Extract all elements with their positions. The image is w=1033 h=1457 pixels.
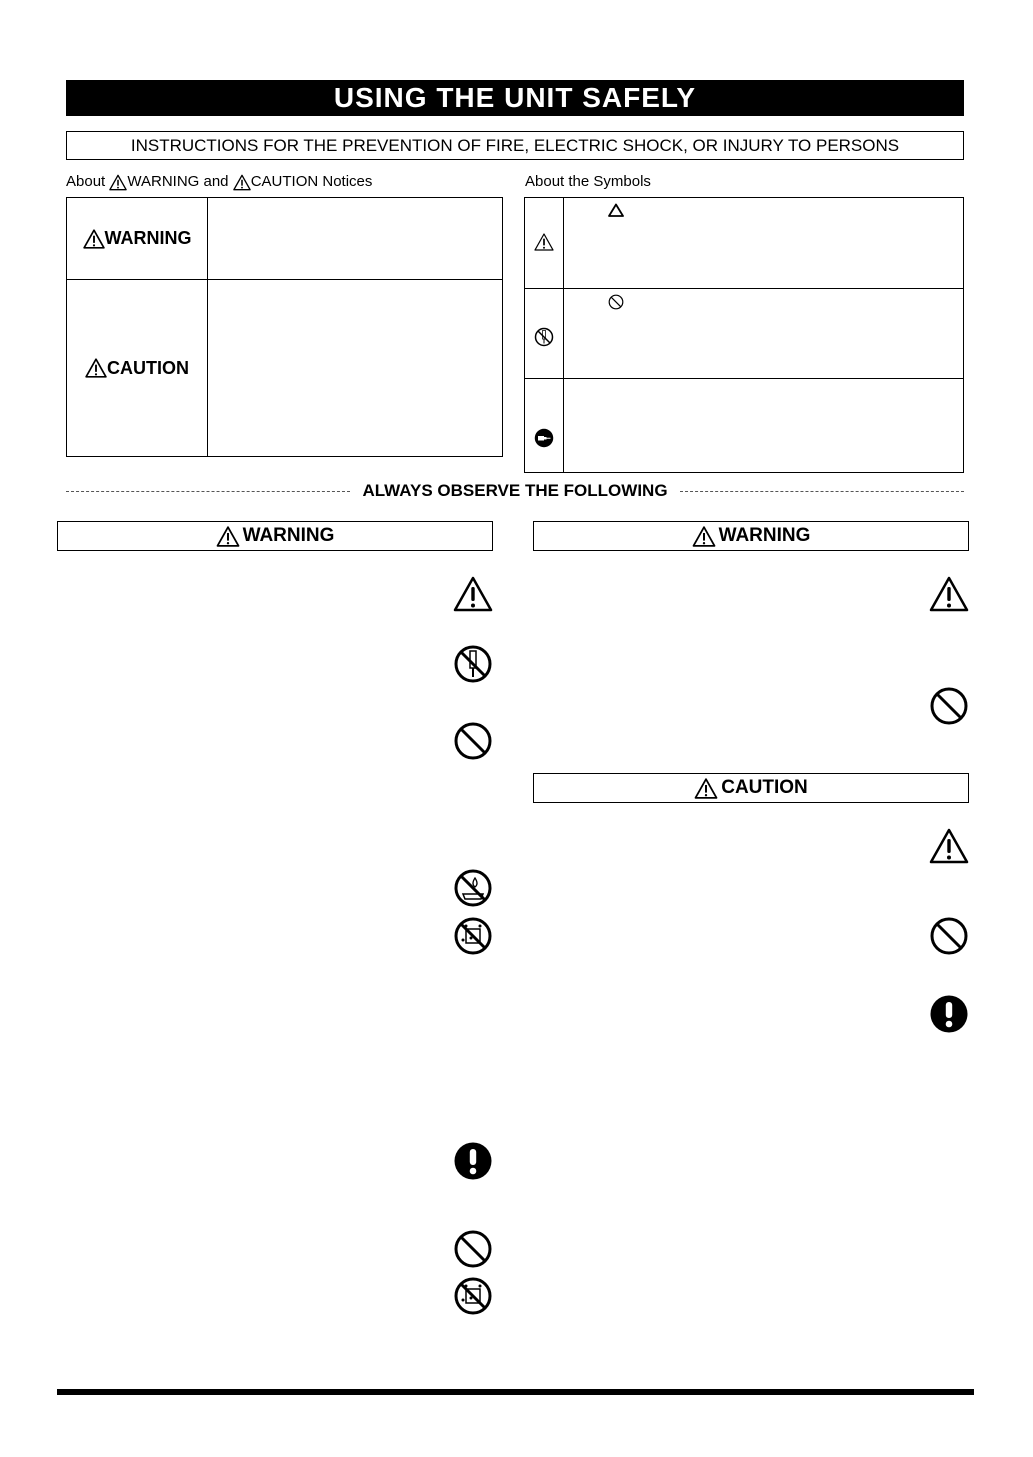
always-observe-divider — [66, 480, 964, 502]
symbols-table — [524, 197, 964, 473]
dashed-line — [66, 491, 350, 492]
symbol-row-triangle — [525, 198, 963, 289]
mandatory-icon — [929, 994, 969, 1034]
page-subtitle: INSTRUCTIONS FOR THE PREVENTION OF FIRE, ELECTRIC SHOCK, OR INJURY TO PERSONS — [66, 131, 964, 160]
symbol-cell — [525, 198, 564, 288]
triangle-outline-icon — [608, 203, 624, 217]
symbol-cell — [525, 289, 564, 378]
notices-about-text: About — [66, 173, 106, 190]
notices-warning-text: WARNING — [127, 173, 200, 190]
notice-row-warning — [67, 198, 502, 280]
no-children-icon — [453, 916, 493, 956]
mandatory-icon — [453, 1141, 493, 1181]
notice-warning-label: WARNING — [104, 228, 192, 248]
no-children-icon — [453, 1276, 493, 1316]
warning-triangle-icon — [453, 576, 493, 612]
no-disassemble-icon — [534, 327, 554, 347]
no-disassemble-icon — [453, 644, 493, 684]
symbol-row-mandatory — [525, 379, 963, 472]
unplug-icon — [534, 428, 554, 448]
no-water-icon — [453, 868, 493, 908]
footer-rule — [57, 1389, 974, 1395]
prohibited-icon — [929, 916, 969, 956]
warning-triangle-icon — [929, 576, 969, 612]
left-warning-label: WARNING — [242, 525, 335, 546]
warning-triangle-icon — [83, 229, 105, 249]
warning-triangle-icon — [85, 358, 107, 378]
notice-table — [66, 197, 503, 457]
prohibited-icon — [608, 294, 624, 310]
warning-triangle-icon — [929, 828, 969, 864]
right-caution-label: CAUTION — [721, 777, 808, 798]
symbols-heading: About the Symbols — [525, 173, 651, 190]
warning-triangle-icon — [109, 174, 127, 191]
symbol-cell — [525, 379, 564, 472]
warning-triangle-icon — [233, 174, 251, 191]
warning-triangle-icon — [692, 526, 716, 547]
prohibited-icon — [453, 721, 493, 761]
notice-row-caution — [67, 280, 502, 456]
dashed-line — [680, 491, 964, 492]
always-observe-text: ALWAYS OBSERVE THE FOLLOWING — [362, 481, 668, 500]
notices-and-text: and — [203, 173, 229, 190]
notices-heading — [66, 173, 372, 191]
notices-notices-text: Notices — [322, 173, 373, 190]
left-warning-header — [57, 521, 493, 551]
warning-triangle-icon — [694, 778, 718, 799]
right-caution-header — [533, 773, 969, 803]
page-title: USING THE UNIT SAFELY — [66, 80, 964, 116]
prohibited-icon — [453, 1229, 493, 1269]
notice-caution-label: CAUTION — [107, 357, 189, 378]
notice-warning-cell — [67, 198, 208, 279]
right-warning-header — [533, 521, 969, 551]
warning-triangle-icon — [216, 526, 240, 547]
right-warning-label: WARNING — [718, 525, 811, 546]
notices-caution-text: CAUTION — [250, 173, 319, 190]
prohibited-icon — [929, 686, 969, 726]
symbol-row-prohibit — [525, 289, 963, 379]
notice-caution-cell — [67, 280, 208, 456]
warning-triangle-icon — [534, 233, 554, 251]
